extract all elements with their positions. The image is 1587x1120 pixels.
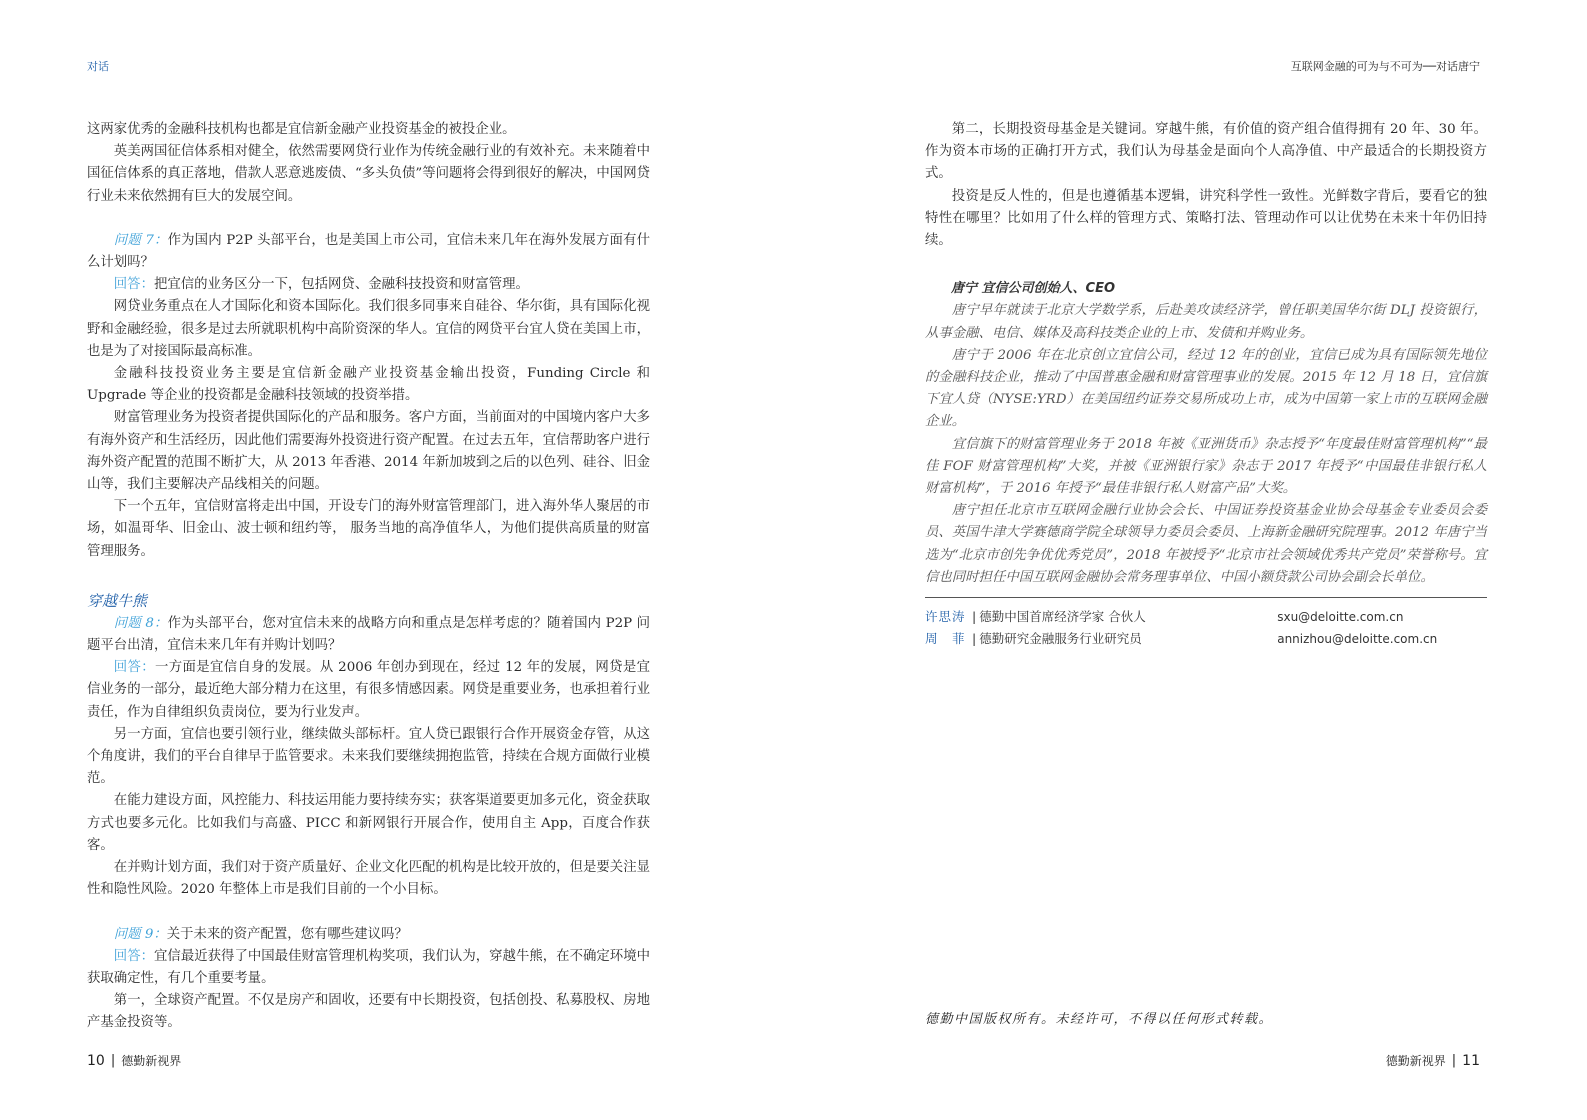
right-column [925,119,1487,650]
left-column [87,119,650,1035]
bio-paragraph: 唐宁担任北京市互联网金融行业协会会长、中国证券投资基金业协会母基金专业委员会委员、英国牛津大学赛德商学院全球领导力委员会委员、上海新金融研究院理事。2012 年唐宁当选为“北京市创先争优优秀党员”，2018 年被授予“北京市社会领域优秀共产党员”荣誉称号。宜信也同时担任中国互联网金融协会常务理事单位、中国小额贷款公司协会副会长单位。 [925,503,1487,585]
footer-divider: | [1451,1053,1457,1068]
right-page [793,0,1587,1120]
question-text: 作为国内 P2P 头部平台，也是美国上市公司，宜信未来几年在海外发展方面有什么计划吗？ [87,232,650,271]
running-head-right: 互联网金融的可为与不可为──对话唐宁 [1290,60,1480,73]
footer-divider: | [110,1053,116,1068]
paragraph: 财富管理业务为投资者提供国际化的产品和服务。客户方面，当前面对的中国境内客户大多有海外资产和生活经历，因此他们需要海外投资进行资产配置。在过去五年，宜信帮助客户进行海外资产配置的范围不断扩大，从 2013 年香港、2014 年新加坡到之后的以色列、硅谷、旧金山等，我们主要解决产品线相关的问题。 [87,410,650,493]
question-text: 作为头部平台，您对宜信未来的战略方向和重点是怎样考虑的？随着国内 P2P 问题平台出清，宜信未来几年有并购计划吗？ [87,615,650,654]
page-number: 11 [1462,1052,1480,1069]
contact-name: 周 菲 [925,631,966,647]
paragraph: 网贷业务重点在人才国际化和资本国际化。我们很多同事来自硅谷、华尔街，具有国际化视野和金融经验，很多是过去所就职机构中高阶资深的华人。宜信的网贷平台宜人贷在美国上市，也是为了对接国际最高标准。 [87,299,650,359]
question-8 [87,613,650,657]
contact-email[interactable]: sxu@deloitte.com.cn [1277,610,1404,625]
paragraph: 金融科技投资业务主要是宜信新金融产业投资基金输出投资，Funding Circle 和 Upgrade 等企业的投资都是金融科技领域的投资举措。 [87,366,650,404]
footer-right [1386,1052,1480,1069]
divider-rule [925,597,1487,598]
running-head-left: 对话 [87,60,109,73]
paragraph: 第一，全球资产配置。不仅是房产和固收，还要有中长期投资，包括创投、私募股权、房地产基金投资等。 [87,993,650,1031]
contact-row [925,628,1487,650]
left-page [0,0,793,1120]
answer-text: 把宜信的业务区分一下，包括网贷、金融科技投资和财富管理。 [153,277,529,293]
paragraph: 下一个五年，宜信财富将走出中国，开设专门的海外财富管理部门，进入海外华人聚居的市场，如温哥华、旧金山、波士顿和纽约等， 服务当地的高净值华人，为他们提供高质量的财富管理服务。 [87,499,650,559]
paragraph: 英美两国征信体系相对健全，依然需要网贷行业作为传统金融行业的有效补充。未来随着中国征信体系的真正落地，借款人恶意逃废债、“多头负债”等问题将会得到很好的解决，中国网贷行业未来依然拥有巨大的发展空间。 [87,144,650,204]
bio-paragraph: 唐宁早年就读于北京大学数学系，后赴美攻读经济学，曾任职美国华尔街 DLJ 投资银行，从事金融、电信、媒体及高科技类企业的上市、发债和并购业务。 [925,303,1487,341]
answer-label: 回答： [113,948,155,964]
bio-paragraph: 唐宁于 2006 年在北京创立宜信公司，经过 12 年的创业，宜信已成为具有国际领先地位的金融科技企业，推动了中国普惠金融和财富管理事业的发展。2015 年 12 月 18 日，宜信旗下宜人贷（NYSE:YRD）在美国纽约证券交易所成功上市，成为中国第一家上市的互联网金融企业。 [925,347,1487,430]
paragraph: 在能力建设方面，风控能力、科技运用能力要持续夯实；获客渠道要更加多元化，资金获取方式也要多元化。比如我们与高盛、PICC 和新网银行开展合作，使用自主 App，百度合作获客。 [87,793,650,853]
contact-email[interactable]: annizhou@deloitte.com.cn [1277,632,1438,647]
answer-label: 回答： [113,277,154,293]
answer-text: 宜信最近获得了中国最佳财富管理机构奖项，我们认为，穿越牛熊，在不确定环境中获取确定性，有几个重要考量。 [87,948,650,986]
question-9 [87,924,650,946]
contact-title: 德勤中国首席经济学家 合伙人 [979,609,1146,625]
question-label: 问题 9： [113,926,167,942]
contact-row [925,606,1487,628]
question-label: 问题 7： [113,232,168,248]
question-7 [87,230,650,274]
bio-name: 唐宁 宜信公司创始人、CEO [951,281,1115,297]
paragraph: 这两家优秀的金融科技机构也都是宜信新金融产业投资基金的被投企业。 [87,122,516,137]
question-label: 问题 8： [113,615,168,631]
publication-name: 德勤新视界 [1385,1054,1446,1068]
footer-left [87,1052,181,1069]
paragraph: 另一方面，宜信也要引领行业，继续做头部标杆。宜人贷已跟银行合作开展资金存管，从这个角度讲，我们的平台自律早于监管要求。未来我们要继续拥抱监管，持续在合规方面做行业模范。 [87,726,650,787]
answer-7 [87,274,650,296]
answer-8 [87,657,650,724]
copyright-notice: 德勤中国版权所有。未经许可，不得以任何形式转载。 [925,1012,1274,1027]
contact-separator: | [972,631,977,647]
section-title: 穿越牛熊 [87,591,148,610]
paragraph: 投资是反人性的，但是也遵循基本逻辑，讲究科学性一致性。光鲜数字背后，要看它的独特性在哪里？比如用了什么样的管理方式、策略打法、管理动作可以让优势在未来十年仍旧持续。 [925,188,1487,249]
answer-label: 回答： [113,660,156,676]
bio-paragraph: 宜信旗下的财富管理业务于 2018 年被《亚洲货币》杂志授予“年度最佳财富管理机构”“最佳 FOF 财富管理机构”大奖，并被《亚洲银行家》杂志于 2017 年授予“中国最佳非银行私人财富机构”，于 2016 年授予“最佳非银行私人财富产品”大奖。 [925,436,1487,497]
paragraph: 在并购计划方面，我们对于资产质量好、企业文化匹配的机构是比较开放的，但是要关注显性和隐性风险。2020 年整体上市是我们目前的一个小目标。 [87,860,650,898]
contact-name: 许思涛 [925,609,966,625]
paragraph: 第二，长期投资母基金是关键词。穿越牛熊，有价值的资产组合值得拥有 20 年、30 年。作为资本市场的正确打开方式，我们认为母基金是面向个人高净值、中产最适合的长期投资方式。 [925,122,1487,182]
contact-separator: | [972,609,977,625]
contact-title: 德勤研究金融服务行业研究员 [979,631,1142,647]
answer-text: 一方面是宜信自身的发展。从 2006 年创办到现在，经过 12 年的发展，网贷是宜信业务的一部分，最近绝大部分精力在这里，有很多情感因素。网贷是重要业务，也承担着行业责任，作为自律组织负责岗位，要为行业发声。 [87,660,650,720]
publication-name: 德勤新视界 [121,1054,182,1068]
page-number: 10 [87,1052,105,1069]
answer-9 [87,946,650,990]
question-text: 关于未来的资产配置，您有哪些建议吗？ [166,926,408,942]
